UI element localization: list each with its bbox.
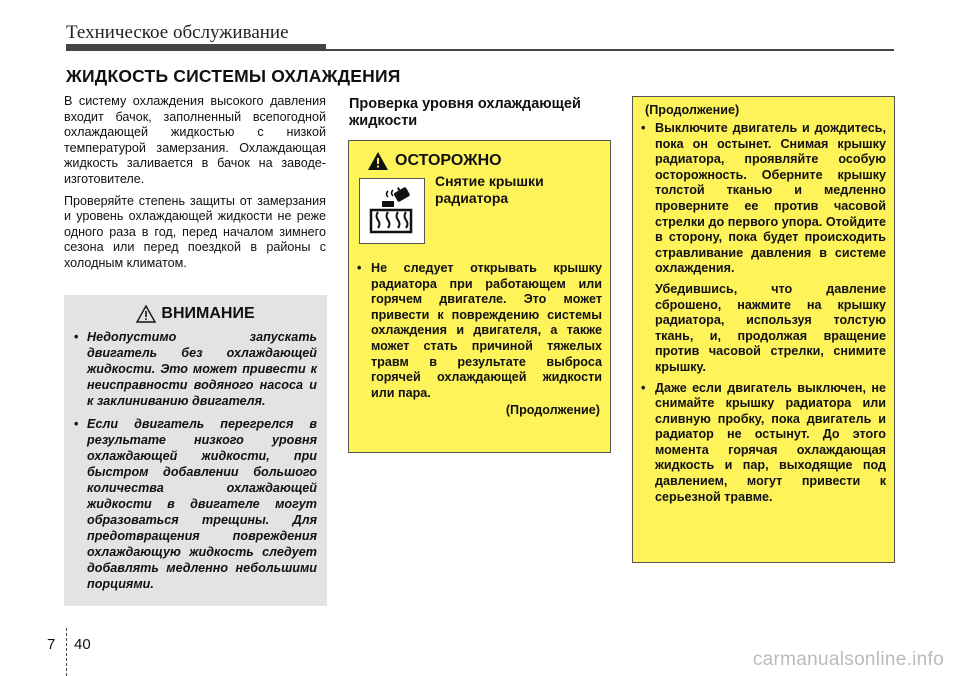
continuation-list: [641, 121, 886, 505]
notice-header: [74, 305, 317, 323]
continuation-item: [641, 121, 886, 376]
page-number: 40: [74, 636, 91, 653]
continued-label: (Продолжение): [645, 103, 740, 117]
continuation-text: Убедившись, что давление сброшено, нажмите на крышку радиатора, используя толстую ткань, и, продолжая вращение против часовой стрелки, снимите крышку.: [655, 281, 886, 374]
chapter-number: 7: [47, 636, 56, 653]
warning-subtitle: Снятие крышки радиатора: [435, 173, 544, 206]
notice-item: • Если двигатель перегрелся в результате низкого уровня охлаждающей жидкости, при быстром добавлении большого количества охлаждающей жидкости в двигателе могут образоваться трещины. Для предотвращения повреждения охлаждающую жидкость следует добавлять медленно небольшими порциями.: [74, 416, 317, 592]
intro-paragraph: В систему охлаждения высокого давления входит бачок, заполненный всепогодной охлаждающей жидкостью с низкой температурой замерзания. Охлаждающая жидкость заливается в бачок на заводе-изготовителе.: [64, 94, 326, 186]
header-bar: [66, 44, 326, 51]
warning-item: • Не следует открывать крышку радиатора при работающем или горячем двигателе. Это может привести к повреждению системы охлаждения и двигателя, а также может стать причиной тяжелых травм в результате выброса горячей охлаждающей жидкости или пара.: [357, 261, 602, 401]
warning-triangle-icon: [367, 151, 389, 171]
caution-triangle-icon: [136, 305, 156, 323]
continuation-item: [641, 381, 886, 506]
notice-box: [64, 295, 327, 606]
continuation-box: [632, 96, 895, 563]
warning-box: [348, 140, 611, 453]
intro-text: [64, 94, 326, 278]
warning-list: [357, 261, 602, 401]
check-title: Проверка уровня охлаждающей жидкости: [349, 96, 581, 129]
notice-list: [74, 329, 317, 592]
watermark: carmanualsonline.info: [752, 649, 944, 670]
warning-header: [367, 151, 502, 171]
warning-title: ОСТОРОЖНО: [395, 152, 502, 169]
footer-divider: [66, 628, 67, 676]
section-title: ЖИДКОСТЬ СИСТЕМЫ ОХЛАЖДЕНИЯ: [66, 66, 401, 86]
notice-title: ВНИМАНИЕ: [161, 305, 255, 322]
continuation-text: • Даже если двигатель выключен, не снимайте крышку радиатора или сливную пробку, пока двигатель и радиатор не остынут. До этого момента горячая охлаждающая жидкость и пар, выходящие под давлением, могут привести к серьезной травме.: [655, 380, 886, 504]
page-header-title: Техническое обслуживание: [66, 22, 289, 43]
continued-label: (Продолжение): [505, 403, 600, 418]
warning-body: [357, 261, 602, 417]
intro-paragraph: Проверяйте степень защиты от замерзания и уровень охлаждающей жидкости не реже одного раза в год, перед началом зимнего сезона или перед поездкой в районы с холодным климатом.: [64, 193, 326, 270]
hot-radiator-cap-icon: [359, 178, 425, 244]
continuation-text: • Выключите двигатель и дождитесь, пока он остынет. Снимая крышку радиатора, проявляйте особую осторожность. Оберните крышку толстой тканью и медленно проверните ее против часовой стрелки до первого упора. Отойдите в сторону, пока будет происходить стравливание давления в системе охлаждения.: [655, 121, 886, 276]
notice-item: • Недопустимо запускать двигатель без охлаждающей жидкости. Это может привести к неисправности водяного насоса и к заклиниванию двигателя.: [74, 329, 317, 409]
header-rule: [326, 49, 894, 51]
